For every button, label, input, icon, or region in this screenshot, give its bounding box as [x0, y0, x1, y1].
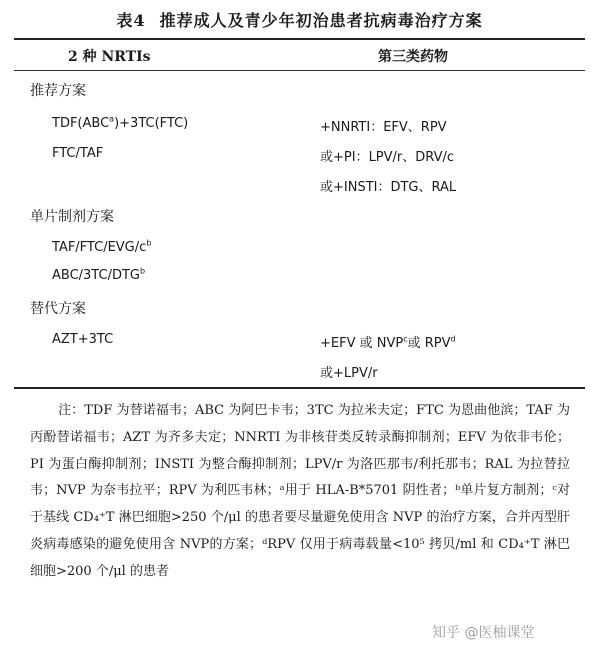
header-nrtis: 2 种 NRTIs — [68, 49, 151, 65]
cell-r3-right: 或+INSTI：DTG、RAL — [320, 180, 457, 195]
cell-r1-right: +NNRTI：EFV、RPV — [320, 120, 447, 135]
cell-r2-right: 或+PI：LPV/r、DRV/c — [320, 150, 455, 165]
table-title — [0, 8, 599, 31]
header-third-drug: 第三类药物 — [378, 49, 448, 65]
cell-r6-left: AZT+3TC — [52, 332, 114, 347]
table-title-text: 推荐成人及青少年初治患者抗病毒治疗方案 — [159, 11, 483, 30]
section-alternative: 替代方案 — [30, 301, 86, 317]
section-recommended: 推荐方案 — [30, 83, 86, 99]
watermark: 知乎 @医柚课堂 — [432, 625, 535, 641]
cell-r2-left: FTC/TAF — [52, 146, 104, 161]
cell-r5-left: ABC/3TC/DTG$^b$ — [52, 266, 146, 283]
top-rule — [14, 38, 585, 40]
cell-r6-right: +EFV 或 NVP$^c$或 RPV$^d$ — [320, 334, 456, 351]
cell-r7-right: 或+LPV/r — [320, 366, 378, 381]
section-single-tablet: 单片制剂方案 — [30, 209, 114, 225]
header-rule — [14, 70, 585, 71]
table-number: 表4 — [116, 11, 146, 30]
cell-r1-left: $TDF(ABC^a)+3TC(FTC)$ — [52, 114, 189, 131]
footnote-text: 注：TDF 为替诺福韦；ABC 为阿巴卡韦；3TC 为拉米夫定；FTC 为恩曲他滨；TAF 为丙酚替诺福韦；AZT 为齐多夫定；NNRTI 为非核苷类反转录酶抑制剂；EFV 为依非韦伦；PI 为蛋白酶抑制剂；INSTI 为整合酶抑制剂；LPV/r 为洛匹那韦/利托那韦；RAL 为拉替拉韦；NVP 为奈韦拉平；RPV 为利匹韦林；ᵃ用于 HLA-B*5701 阴性者；ᵇ单片复方制剂；ᶜ对于基线 CD₄⁺T 淋巴细胞>250 个/μl 的患者要尽量避免使用含 NVP 的治疗方案，合并丙型肝炎病毒感染的避免使用含 NVP的方案；ᵈRPV 仅用于病毒载量<10⁵ 拷贝/ml 和 CD₄⁺T 淋巴细胞>200 个/μl 的患者 — [30, 403, 570, 579]
bottom-rule — [14, 387, 585, 389]
cell-r4-left: TAF/$FTC/EVG/c^b$ — [52, 238, 152, 255]
table-footnote — [30, 398, 570, 586]
